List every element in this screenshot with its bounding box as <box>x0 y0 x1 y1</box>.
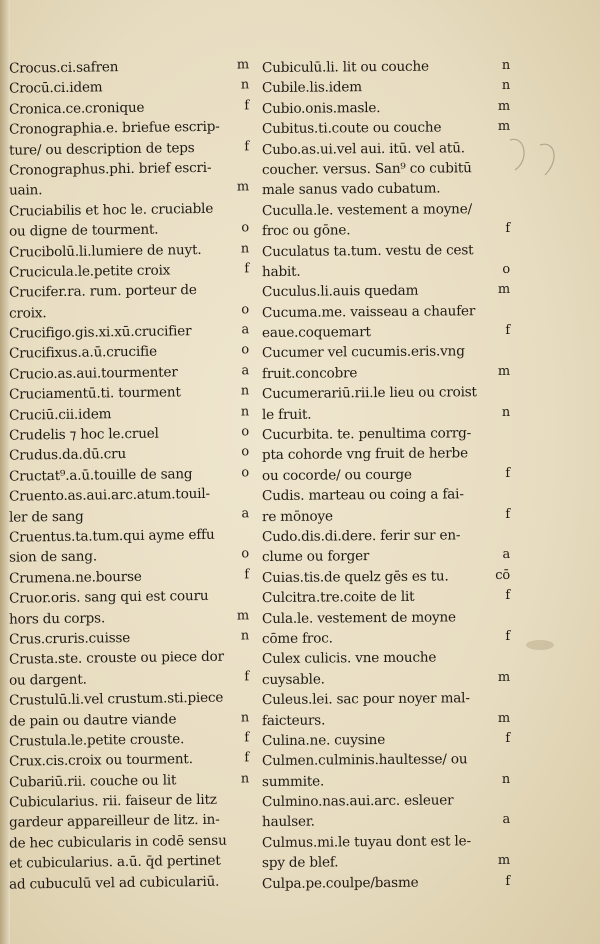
entry-text: froc ou gōne. <box>261 222 351 240</box>
entry-text: Crudus.da.dū.cru <box>8 446 127 465</box>
entry-gender-marker: f <box>244 138 250 154</box>
dictionary-entry <box>261 56 511 79</box>
dictionary-entry <box>261 76 511 99</box>
dictionary-entry <box>261 545 511 568</box>
dictionary-entry <box>262 382 506 405</box>
entry-text: Cruciamentū.ti. tourment <box>8 384 181 403</box>
entry-text: Crusta.ste. crouste ou piece dor <box>8 649 224 669</box>
dictionary-entry <box>9 749 249 773</box>
paper-stain <box>520 630 560 660</box>
entry-gender-marker: cō <box>495 567 511 583</box>
entry-text: pta cohorde vng fruit de herbe <box>261 445 468 464</box>
entry-text: Cuculatus ta.tum. vestu de cest <box>261 241 474 260</box>
left-column <box>9 57 249 893</box>
entry-text: Cucumer vel cucumis.eris.vng <box>261 343 465 362</box>
entry-text: Crocū.ci.idem <box>8 79 103 98</box>
entry-gender-marker: f <box>244 567 250 583</box>
dictionary-entry <box>261 851 511 874</box>
entry-text: de pain ou dautre viande <box>8 710 177 730</box>
entry-gender-marker: m <box>497 363 511 379</box>
entry-text: Culcitra.tre.coite de lit <box>261 588 415 607</box>
entry-text: Crux.cis.croix ou tourment. <box>8 751 193 770</box>
entry-gender-marker: m <box>236 57 250 73</box>
dictionary-entry <box>262 199 506 222</box>
entry-gender-marker: m <box>497 282 511 298</box>
dictionary-entry <box>262 790 506 813</box>
entry-gender-marker: f <box>505 873 511 889</box>
dictionary-entry <box>262 647 506 670</box>
dictionary-entry <box>261 770 511 793</box>
dictionary-entry <box>9 116 249 140</box>
entry-gender-marker: f <box>505 588 511 604</box>
entry-text: haulser. <box>261 814 315 831</box>
entry-text: re mōnoye <box>261 508 333 525</box>
right-column <box>261 57 511 893</box>
entry-text: ler de sang <box>8 508 84 526</box>
entry-gender-marker: o <box>241 302 250 318</box>
dictionary-entry <box>262 178 506 201</box>
entry-text: Cruento.as.aui.arc.atum.touil- <box>8 486 210 505</box>
entry-gender-marker: f <box>505 322 511 339</box>
entry-gender-marker: m <box>497 853 511 869</box>
entry-gender-marker: n <box>501 404 511 420</box>
entry-text: ou digne de tourment. <box>8 221 159 240</box>
entry-gender-marker: o <box>241 465 250 481</box>
dictionary-entry <box>262 525 506 548</box>
entry-text: le fruit. <box>261 406 312 423</box>
dictionary-entry <box>9 484 249 508</box>
entry-text: clume ou forger <box>261 548 370 566</box>
dictionary-entry <box>9 585 249 609</box>
dictionary-entry <box>261 117 511 140</box>
entry-text: ou dargent. <box>8 671 87 689</box>
entry-gender-marker: m <box>497 710 511 726</box>
entry-text: Cronica.ce.cronique <box>8 99 145 118</box>
entry-text: Cuias.tis.de quelz gēs es tu. <box>261 568 449 586</box>
entry-gender-marker: n <box>240 77 250 93</box>
dictionary-entry <box>262 443 506 466</box>
dictionary-entry <box>9 382 249 406</box>
entry-text: uain. <box>8 182 43 200</box>
entry-text: Culmino.nas.aui.arc. esleuer <box>261 792 454 811</box>
dictionary-entry <box>9 851 249 875</box>
entry-gender-marker: f <box>505 506 511 522</box>
entry-gender-marker: m <box>236 179 250 195</box>
entry-gender-marker: m <box>236 607 250 624</box>
entry-text: Crucio.as.aui.tourmenter <box>8 364 178 383</box>
entry-gender-marker: n <box>240 770 250 787</box>
dictionary-entry <box>262 301 506 324</box>
entry-text: Cubitus.ti.coute ou couche <box>261 119 442 138</box>
entry-text: Cuculus.li.auis quedam <box>261 282 419 301</box>
entry-gender-marker: n <box>240 240 250 256</box>
entry-text: Crustulū.li.vel crustum.sti.piece <box>8 689 224 709</box>
entry-text: eaue.coquemart <box>261 324 371 342</box>
entry-gender-marker: f <box>505 628 511 644</box>
entry-gender-marker: f <box>244 261 250 277</box>
entry-gender-marker: f <box>505 730 511 746</box>
entry-text: Cuculla.le. vestement a moyne/ <box>261 200 472 219</box>
entry-text: Crus.cruris.cuisse <box>8 629 131 648</box>
entry-text: gardeur appareilleur de litz. in- <box>8 812 220 832</box>
entry-text: Cruciū.cii.idem <box>8 405 112 424</box>
entry-text: Cruentus.ta.tum.qui ayme effu <box>8 526 215 546</box>
dictionary-entry <box>262 831 506 854</box>
entry-text: faicteurs. <box>261 712 326 729</box>
dictionary-entry <box>261 810 511 833</box>
entry-gender-marker: a <box>241 363 250 379</box>
entry-text: ture/ ou description de teps <box>8 139 195 159</box>
entry-text: Cubo.as.ui.vel aui. itū. vel atū. <box>261 139 465 158</box>
entry-text: ad cubuculū vel ad cubiculariū. <box>8 873 220 893</box>
entry-gender-marker: f <box>505 221 511 237</box>
dictionary-entry <box>262 484 506 507</box>
dictionary-entry <box>262 423 506 446</box>
entry-text: de hec cubicularis in codē sensu <box>8 832 227 852</box>
entry-text: Culeus.lei. sac pour noyer mal- <box>261 690 470 709</box>
entry-gender-marker: m <box>497 669 511 685</box>
dictionary-entry <box>261 586 511 609</box>
dictionary-entry <box>261 708 511 731</box>
entry-gender-marker: o <box>241 444 250 460</box>
entry-gender-marker: a <box>241 505 250 522</box>
dictionary-entry <box>9 280 249 304</box>
entry-text: Crumena.ne.bourse <box>8 568 142 587</box>
entry-text: ou cocorde/ ou courge <box>261 466 412 484</box>
dictionary-entry <box>261 464 511 487</box>
dictionary-entry <box>262 239 506 262</box>
entry-text: fruit.concobre <box>261 365 358 382</box>
entry-text: coucher. versus. San⁹ co cubitū <box>261 160 472 179</box>
entry-text: Cudis. marteau ou coing a fai- <box>261 486 464 505</box>
entry-text: Cucuma.me. vaisseau a chaufer <box>261 302 476 321</box>
entry-text: Culpa.pe.coulpe/basme <box>261 874 419 892</box>
dictionary-entry <box>262 606 506 629</box>
entry-gender-marker: n <box>501 78 511 94</box>
entry-gender-marker: m <box>497 119 511 135</box>
entry-text: Culex culicis. vne mouche <box>261 649 437 668</box>
dictionary-entry <box>261 627 511 650</box>
entry-text: Crucifer.ra. rum. porteur de <box>8 282 197 301</box>
entry-text: Cubicularius. rii. faiseur de litz <box>8 791 217 811</box>
dictionary-entry <box>262 688 506 711</box>
entry-text: Cudo.dis.di.dere. ferir sur en- <box>261 527 461 546</box>
entry-gender-marker: f <box>505 465 511 481</box>
entry-text: habit. <box>261 263 301 280</box>
entry-gender-marker: o <box>241 424 250 440</box>
dictionary-entry <box>9 871 249 895</box>
dictionary-entry <box>9 218 249 242</box>
marginal-ink-mark <box>500 130 580 190</box>
dictionary-entry <box>261 321 511 344</box>
entry-gender-marker: n <box>240 628 250 644</box>
entry-text: Cubariū.rii. couche ou lit <box>8 772 177 791</box>
entry-text: croix. <box>8 304 47 322</box>
entry-text: Cubile.lis.idem <box>261 79 362 97</box>
entry-gender-marker: a <box>502 812 511 828</box>
entry-gender-marker: m <box>497 98 511 114</box>
entry-text: spy de blef. <box>261 854 339 872</box>
entry-text: Cubiculū.li. lit ou couche <box>261 58 429 77</box>
dictionary-entry <box>261 566 511 589</box>
dictionary-entry <box>261 260 511 283</box>
entry-text: summite. <box>261 773 325 790</box>
entry-text: Culmus.mi.le tuyau dont est le- <box>261 833 471 851</box>
entry-gender-marker: a <box>502 547 511 563</box>
entry-text: Cronographus.phi. brief escri- <box>8 159 212 179</box>
entry-text: Cula.le. vestement de moyne <box>261 608 456 627</box>
dictionary-entry <box>261 219 511 242</box>
entry-gender-marker: n <box>240 403 250 420</box>
dictionary-entry <box>262 137 506 160</box>
entry-gender-marker: n <box>501 771 511 787</box>
entry-text: Crucibolū.li.lumiere de nuyt. <box>8 241 202 261</box>
entry-text: et cubicularius. a.ū. q̄d pertinet <box>8 852 221 872</box>
entry-text: Crustula.le.petite crouste. <box>8 731 185 750</box>
dictionary-entry <box>261 403 511 426</box>
entry-text: Crudelis ⁊ hoc le.cruel <box>8 425 159 444</box>
entry-text: Crucicula.le.petite croix <box>8 262 171 281</box>
entry-gender-marker: o <box>502 261 511 277</box>
entry-gender-marker: o <box>241 220 250 236</box>
dictionary-entry <box>261 872 511 895</box>
dictionary-entry <box>261 668 511 691</box>
entry-gender-marker: o <box>241 342 250 358</box>
dictionary-entry <box>262 341 506 364</box>
dictionary-entry <box>261 362 511 385</box>
entry-gender-marker: n <box>501 57 511 73</box>
entry-gender-marker: f <box>244 669 250 685</box>
entry-text: Cucurbita. te. penultima corrg- <box>261 425 472 444</box>
entry-text: Crucifixus.a.ū.crucifie <box>8 344 157 363</box>
entry-text: Cucumerariū.rii.le lieu ou croist <box>261 384 477 403</box>
entry-gender-marker: a <box>241 322 250 338</box>
entry-text: Crocus.ci.safren <box>8 59 119 77</box>
entry-text: hors du corps. <box>8 609 106 628</box>
entry-text: Culina.ne. cuysine <box>261 731 386 749</box>
entry-text: Crucifigo.gis.xi.xū.crucifier <box>8 323 192 342</box>
entry-gender-marker: f <box>244 730 250 746</box>
entry-text: Culmen.culminis.haultesse/ ou <box>261 751 468 770</box>
entry-text: cuysable. <box>261 671 325 688</box>
entry-text: Cronographia.e. briefue escrip- <box>8 118 220 138</box>
entry-gender-marker: f <box>244 98 250 114</box>
entry-gender-marker: f <box>244 750 250 766</box>
dictionary-entry <box>9 687 249 711</box>
entry-text: cōme froc. <box>261 630 333 648</box>
entry-text: sion de sang. <box>8 548 98 567</box>
entry-gender-marker: n <box>240 383 250 399</box>
entry-text: Cruor.oris. sang qui est couru <box>8 588 209 607</box>
entry-text: Cruciabilis et hoc le. cruciable <box>8 200 214 220</box>
entry-text: Cubio.onis.masle. <box>261 99 381 117</box>
dictionary-entry <box>261 729 511 752</box>
entry-text: Cructat⁹.a.ū.touille de sang <box>8 465 193 485</box>
entry-gender-marker: o <box>241 546 250 562</box>
entry-text: male sanus vado cubatum. <box>261 180 441 199</box>
dictionary-entry <box>262 749 506 772</box>
dictionary-entry <box>261 97 511 120</box>
entry-gender-marker: n <box>240 709 250 725</box>
dictionary-entry <box>262 158 506 181</box>
dictionary-entry <box>261 280 511 303</box>
dictionary-entry <box>261 505 511 528</box>
